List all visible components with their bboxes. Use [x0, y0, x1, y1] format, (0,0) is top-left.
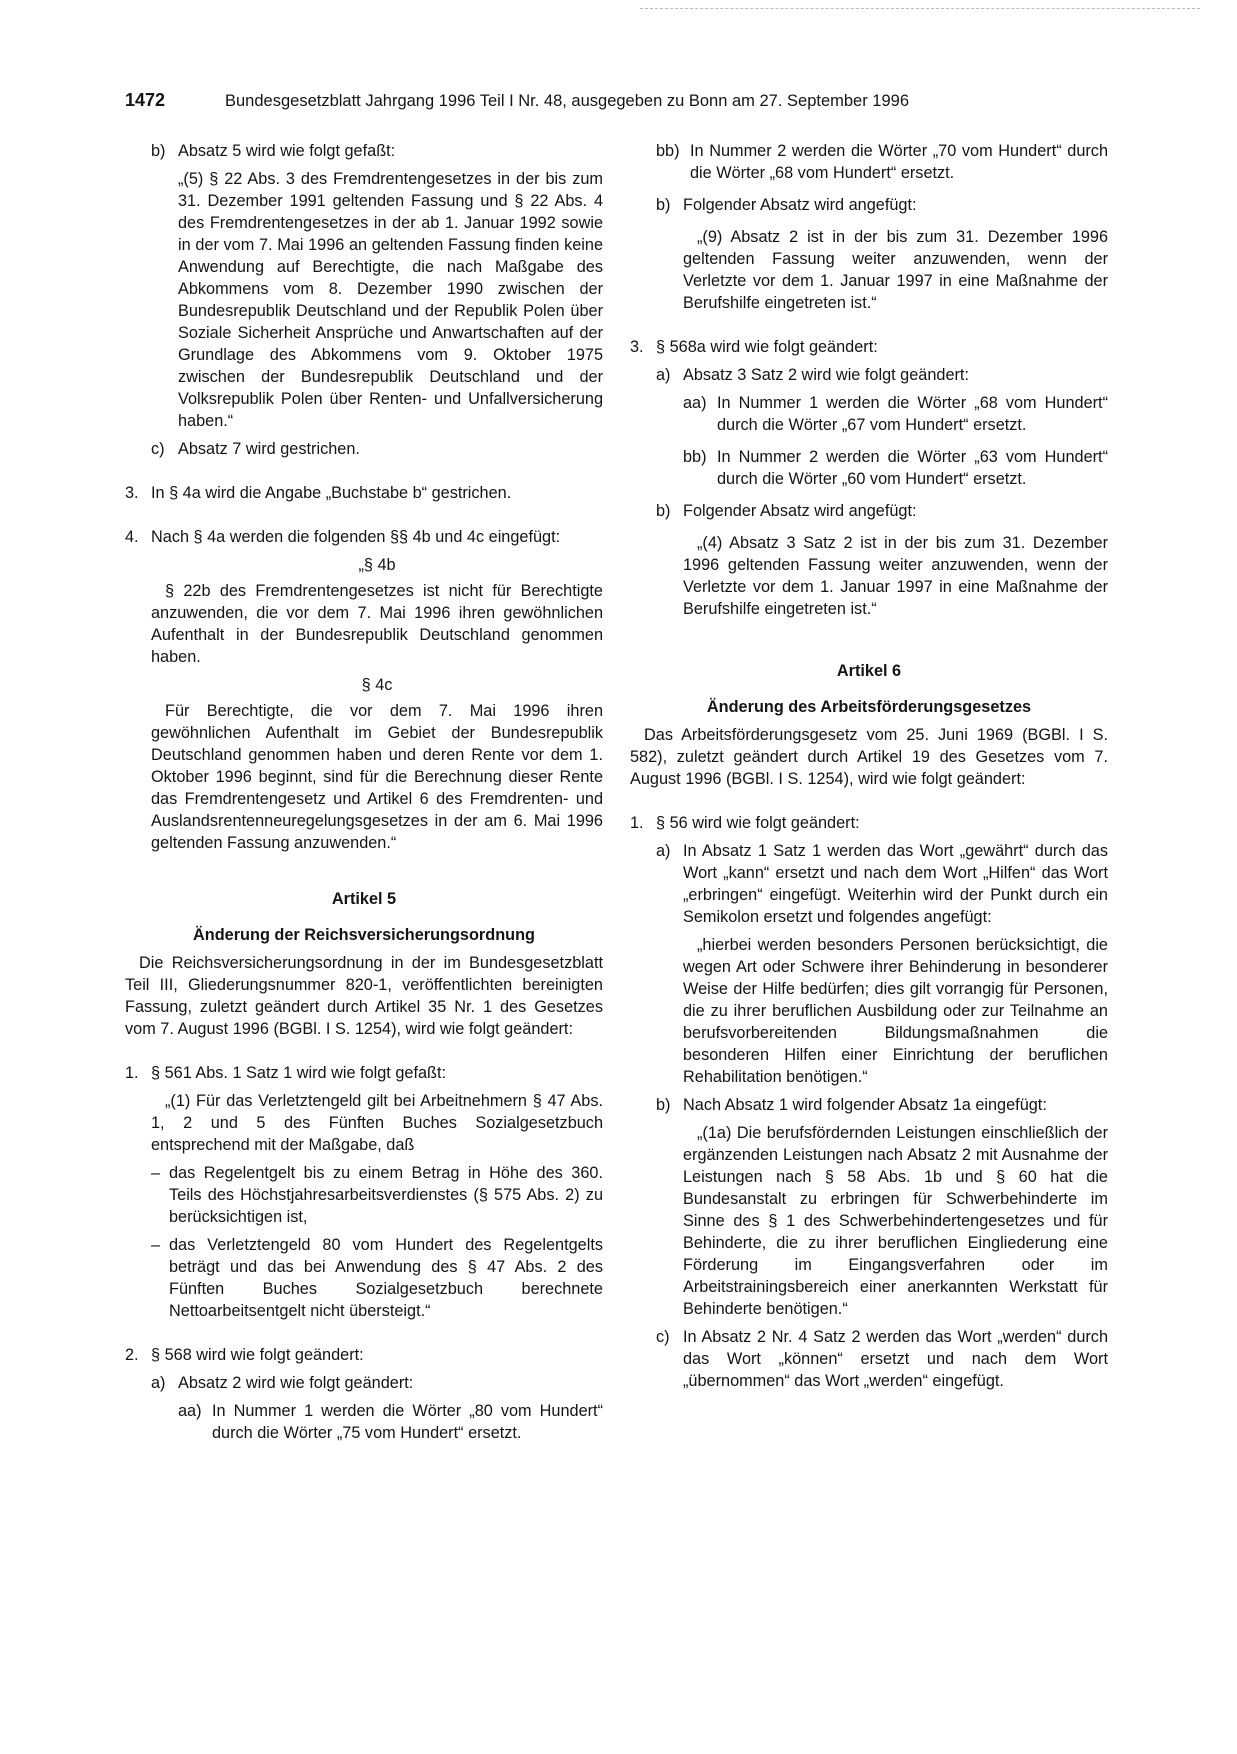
quoted-paragraph: „(5) § 22 Abs. 3 des Fremdrentengesetzes in der bis zum 31. Dezember 1991 geltenden Fassung und § 22 Abs. 4 des Fremdrentengesetzes in der ab 1. Januar 1992 sowie in der vom 7. Mai 1996 an geltenden Fassung finden keine Anwendung auf Berechtigte, die nach Maßgabe des Abkommens vom 8. Dezember 1990 zwischen der Bundesrepublik Deutschland und der Republik Polen über Soziale Sicherheit Ansprüche und Anwartschaften auf der Grundlage des Abkommens vom 9. Oktober 1975 zwischen der Bundesrepublik Deutschland und der Volksrepublik Polen über Renten- und Unfallversicherung haben.“ — [178, 170, 603, 430]
item-text: In Nummer 2 werden die Wörter „70 vom Hundert“ durch die Wörter „68 vom Hundert“ ersetzt. — [690, 142, 1108, 182]
item-label: 2. — [125, 1346, 139, 1364]
list-item — [125, 1372, 603, 1394]
article-subtitle: Änderung der Reichsversicherungsordnung — [193, 926, 535, 944]
article-intro: Die Reichsversicherungsordnung in der im Bundesgesetzblatt Teil III, Gliederungsnummer 820-1, veröffentlichten bereinigten Fassung, zuletzt geändert durch Artikel 35 Nr. 1 des Gesetzes vom 7. August 1996 (BGBl. I S. 1254), wird wie folgt geändert: — [125, 954, 603, 1038]
item-label: a) — [151, 1374, 166, 1392]
list-item — [125, 1062, 603, 1084]
item-text: § 568 wird wie folgt geändert: — [151, 1346, 364, 1364]
item-text: Nach § 4a werden die folgenden §§ 4b und 4c eingefügt: — [151, 528, 561, 546]
item-label: bb) — [656, 142, 680, 160]
item-label: 3. — [125, 484, 139, 502]
item-label: 3. — [630, 338, 644, 356]
list-item — [125, 1400, 603, 1444]
list-item — [125, 140, 603, 162]
list-item — [630, 194, 1108, 216]
dash-mark: – — [151, 1236, 161, 1254]
item-text: Absatz 3 Satz 2 wird wie folgt geändert: — [683, 366, 969, 384]
item-text: Absatz 2 wird wie folgt geändert: — [178, 1374, 414, 1392]
article-subtitle: Änderung des Arbeitsförderungsgesetzes — [706, 698, 1032, 716]
dash-mark: – — [151, 1164, 161, 1182]
list-item — [630, 364, 1108, 386]
page-header — [125, 90, 1117, 111]
item-text: In § 4a wird die Angabe „Buchstabe b“ gestrichen. — [151, 484, 512, 502]
list-item — [630, 840, 1108, 928]
item-text: Absatz 7 wird gestrichen. — [178, 440, 360, 458]
section-heading: „§ 4b — [358, 556, 396, 574]
item-label: bb) — [683, 448, 707, 466]
item-label: c) — [151, 440, 165, 458]
item-text: § 56 wird wie folgt geändert: — [656, 814, 860, 832]
gazette-title: Bundesgesetzblatt Jahrgang 1996 Teil I Nr. 48, ausgegeben zu Bonn am 27. September 1996 — [225, 92, 910, 110]
item-text: Nach Absatz 1 wird folgender Absatz 1a eingefügt: — [683, 1096, 1047, 1114]
item-label: 1. — [630, 814, 644, 832]
list-item — [630, 1094, 1108, 1116]
item-label: aa) — [178, 1402, 202, 1420]
item-text: Folgender Absatz wird angefügt: — [683, 196, 917, 214]
list-item — [630, 1326, 1108, 1392]
quoted-paragraph: „(1) Für das Verletztengeld gilt bei Arbeitnehmern § 47 Abs. 1, 2 und 5 des Fünften Buches Sozialgesetzbuch entsprechend mit der Maßgabe, daß — [151, 1092, 603, 1154]
section-heading: § 4c — [361, 676, 393, 694]
item-text: In Nummer 1 werden die Wörter „80 vom Hundert“ durch die Wörter „75 vom Hundert“ ersetzt. — [212, 1402, 603, 1442]
scan-edge-line — [640, 8, 1200, 9]
list-item — [125, 482, 603, 504]
list-item — [630, 392, 1108, 436]
item-label: 4. — [125, 528, 139, 546]
item-label: b) — [656, 196, 671, 214]
dash-item — [125, 1162, 603, 1228]
item-text: § 568a wird wie folgt geändert: — [656, 338, 878, 356]
item-label: aa) — [683, 394, 707, 412]
section-text: § 22b des Fremdrentengesetzes ist nicht für Berechtigte anzuwenden, die vor dem 7. Mai 1996 ihren gewöhnlichen Aufenthalt in der Bundesrepublik Deutschland genommen haben. — [151, 582, 603, 666]
quoted-paragraph: „(9) Absatz 2 ist in der bis zum 31. Dezember 1996 geltenden Fassung weiter anzuwenden, wenn der Verletzte vor dem 1. Januar 1997 in eine Maßnahme der Berufshilfe eingetreten ist.“ — [683, 228, 1108, 312]
section-text: Für Berechtigte, die vor dem 7. Mai 1996 ihren gewöhnlichen Aufenthalt im Gebiet der Bundesrepublik Deutschland genommen haben und deren Rente vor dem 1. Oktober 1996 beginnt, sind für die Berechnung dieser Rente das Fremdrentengesetz und Artikel 6 des Fremdrenten- und Auslandsrentenneuregelungsgesetzes in der am 6. Mai 1996 geltenden Fassung anzuwenden.“ — [151, 702, 603, 852]
item-label: c) — [656, 1328, 670, 1346]
list-item — [630, 500, 1108, 522]
quoted-paragraph: „(1a) Die berufsfördernden Leistungen einschließlich der ergänzenden Leistungen nach Absatz 2 mit Ausnahme der Leistungen nach § 58 Abs. 1b und § 60 hat die Bundesanstalt zu erbringen für Schwerbehinderte im Sinne des § 1 des Schwerbehindertengesetzes und für Behinderte, die zu ihrer beruflichen Eingliederung eine Förderung im Eingangsverfahren oder im Arbeitstrainingsbereich einer anerkannten Werkstatt für Behinderte benötigen.“ — [683, 1124, 1108, 1318]
item-label: b) — [656, 502, 671, 520]
item-text: In Absatz 2 Nr. 4 Satz 2 werden das Wort „werden“ durch das Wort „können“ ersetzt und nach dem Wort „übernommen“ das Wort „werden“ eingefügt. — [683, 1328, 1108, 1390]
page-number: 1472 — [125, 90, 166, 110]
list-item — [630, 336, 1108, 358]
list-item — [630, 446, 1108, 490]
item-text: § 561 Abs. 1 Satz 1 wird wie folgt gefaßt: — [151, 1064, 447, 1082]
dash-item — [125, 1234, 603, 1322]
article-title: Artikel 6 — [836, 662, 902, 680]
quoted-paragraph: „hierbei werden besonders Personen berücksichtigt, die wegen Art oder Schwere ihrer Behinderung in besonderer Weise der Hilfe bedürfen; dies gilt vorrangig für Personen, die zu ihrer beruflichen Ausbildung oder zur Teilnahme an berufsvorbereitenden Bildungsmaßnahmen die besonderen Hilfen einer Einrichtung der beruflichen Rehabilitation benötigen.“ — [683, 936, 1108, 1086]
item-text: In Nummer 1 werden die Wörter „68 vom Hundert“ durch die Wörter „67 vom Hundert“ ersetzt. — [717, 394, 1108, 434]
item-text: Folgender Absatz wird angefügt: — [683, 502, 917, 520]
list-item — [125, 438, 603, 460]
list-item — [630, 812, 1108, 834]
article-title: Artikel 5 — [331, 890, 397, 908]
list-item — [630, 140, 1108, 184]
item-text: In Nummer 2 werden die Wörter „63 vom Hundert“ durch die Wörter „60 vom Hundert“ ersetzt. — [717, 448, 1108, 488]
item-label: b) — [151, 142, 166, 160]
item-label: a) — [656, 842, 671, 860]
item-label: b) — [656, 1096, 671, 1114]
list-item — [125, 1344, 603, 1366]
item-text: Absatz 5 wird wie folgt gefaßt: — [178, 142, 396, 160]
quoted-paragraph: „(4) Absatz 3 Satz 2 ist in der bis zum 31. Dezember 1996 geltenden Fassung weiter anzuwenden, wenn der Verletzte vor dem 1. Januar 1997 in eine Maßnahme der Berufshilfe eingetreten ist.“ — [683, 534, 1108, 618]
right-column — [630, 140, 1108, 1392]
dash-text: das Verletztengeld 80 vom Hundert des Regelentgelts beträgt und das bei Anwendung des § 47 Abs. 2 des Fünften Buches Sozialgesetzbuch berechnete Nettoarbeitsentgelt nicht übersteigt.“ — [169, 1236, 603, 1320]
dash-text: das Regelentgelt bis zu einem Betrag in Höhe des 360. Teils des Höchstjahresarbeitsverdienstes (§ 575 Abs. 2) zu berücksichtigen ist, — [169, 1164, 603, 1226]
list-item — [125, 526, 603, 548]
left-column — [125, 140, 603, 1444]
item-label: a) — [656, 366, 671, 384]
item-text: In Absatz 1 Satz 1 werden das Wort „gewährt“ durch das Wort „kann“ ersetzt und nach dem Wort „Hilfen“ das Wort „erbringen“ eingefügt. Weiterhin wird der Punkt durch ein Semikolon ersetzt und folgendes angefügt: — [683, 842, 1108, 926]
article-intro: Das Arbeitsförderungsgesetz vom 25. Juni 1969 (BGBl. I S. 582), zuletzt geändert durch Artikel 19 des Gesetzes vom 7. August 1996 (BGBl. I S. 1254), wird wie folgt geändert: — [630, 726, 1108, 788]
item-label: 1. — [125, 1064, 139, 1082]
inserted-sections — [125, 554, 603, 854]
